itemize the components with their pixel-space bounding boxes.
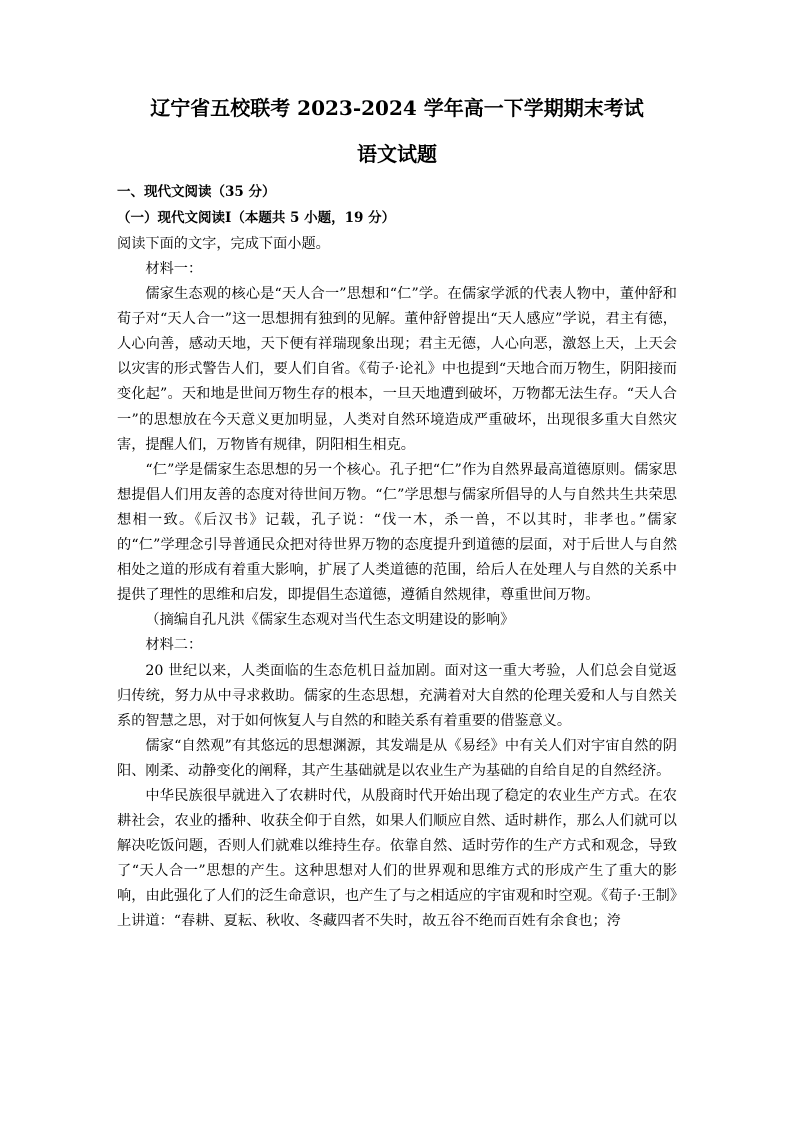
paragraph: 中华民族很早就进入了农耕时代，从殷商时代开始出现了稳定的农业生产方式。在农耕社会，农业的播种、收获全仰于自然，如果人们顺应自然、适时耕作，那么人们就可以解决吃饭问题，否则人们就难以维持生存。依靠自然、适时劳作的生产方式和观念，导致了“天人合一”思想的产生。这种思想对人们的世界观和思维方式的形成产生了重大的影响，由此强化了人们的泛生命意识，也产生了与之相适应的宇宙观和时空观。《荀子·王制》上讲道：“春耕、夏耘、秋收、冬藏四者不失时，故五谷不绝而百姓有余食也；洿 [117,787,677,930]
paragraph: 儒家“自然观”有其悠远的思想渊源，其发端是从《易经》中有关人们对宇宙自然的阴阳、刚柔、动静变化的阐释，其产生基础就是以农业生产为基础的自给自足的自然经济。 [117,737,677,779]
source-citation: （摘编自孔凡洪《儒家生态观对当代生态文明建设的影响》 [145,612,515,629]
paragraph: “仁”学是儒家生态思想的另一个核心。孔子把“仁”作为自然界最高道德原则。儒家思想提倡人们用友善的态度对待世间万物。“仁”学思想与儒家所倡导的人与自然共生共荣思想相一致。《后汉书》记载，孔子说：“伐一木，杀一兽，不以其时，非孝也。”儒家的“仁”学理念引导普通民众把对待世界万物的态度提升到道德的层面，对于后世人与自然相处之道的形成有着重大影响，扩展了人类道德的范围，给后人在处理人与自然的关系中提供了理性的思维和启发，即提倡生态道德，遵循自然规律，尊重世间万物。 [117,461,677,604]
reading-passage [117,257,677,935]
subsection-heading: （一）现代文阅读Ⅰ（本题共 5 小题，19 分） [117,210,396,226]
paragraph: 儒家生态观的核心是“天人合一”思想和“仁”学。在儒家学派的代表人物中，董仲舒和荀子对“天人合一”这一思想拥有独到的见解。董仲舒曾提出“天人感应”学说，君主有德，人心向善，感动天地，天下便有祥瑞现象出现；君主无德，人心向恶，激怒上天，上天会以灾害的形式警告人们，要人们自省。《荀子·论礼》中也提到“天地合而万物生，阴阳接而变化起”。天和地是世间万物生存的根本，一旦天地遭到破坏，万物都无法生存。“天人合一”的思想放在今天意义更加明显，人类对自然环境造成严重破坏，出现很多重大自然灾害，提醒人们，万物皆有规律，阴阳相生相克。 [117,286,677,453]
material-label: 材料一： [145,261,203,277]
section-heading: 一、现代文阅读（35 分） [117,184,276,200]
paragraph: 20 世纪以来，人类面临的生态危机日益加剧。面对这一重大考验，人们总会自觉返归传统，努力从中寻求救助。儒家的生态思想，充满着对大自然的伦理关爱和人与自然关系的智慧之思，对于如何恢复人与自然的和睦关系有着重要的借鉴意义。 [117,662,677,729]
reading-instruction: 阅读下面的文字，完成下面小题。 [117,236,330,252]
page-title: 辽宁省五校联考 2023-2024 学年高一下学期期末考试 [150,96,644,120]
page-subtitle: 语文试题 [357,142,437,166]
material-label: 材料二： [145,637,203,654]
